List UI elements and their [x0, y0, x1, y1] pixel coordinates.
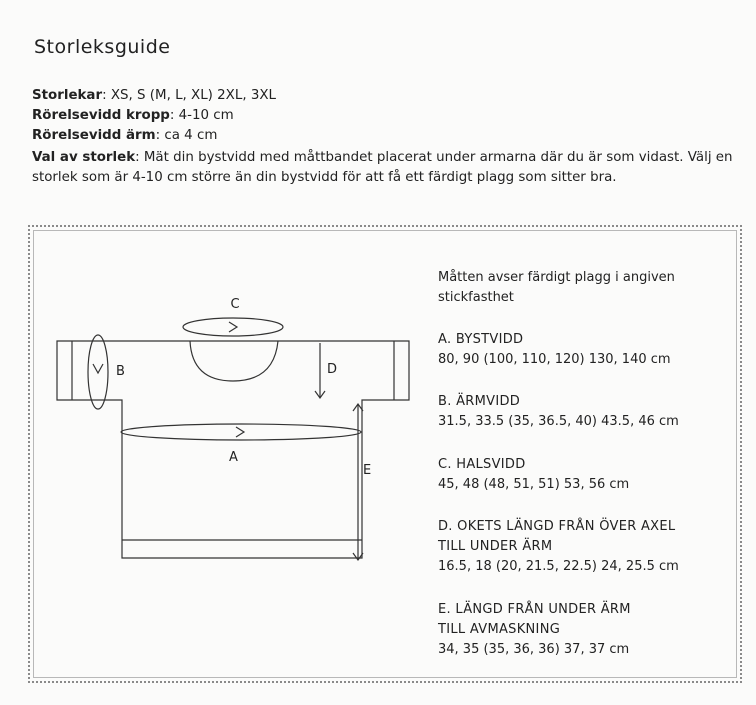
label-c: C [230, 297, 240, 312]
measurements-intro [438, 268, 728, 308]
intro-line-1: Måtten avser färdigt plagg i angiven [438, 270, 675, 285]
body-ease-label: Rörelsevidd kropp [32, 108, 170, 123]
sleeve-measure-arrow [88, 335, 108, 409]
measure-c-values: 45, 48 (48, 51, 51) 53, 56 cm [438, 477, 630, 492]
measure-c [438, 455, 629, 495]
measure-d-heading: D. OKETS LÄNGD FRÅN ÖVER AXEL [438, 519, 676, 534]
page-title: Storleksguide [34, 36, 171, 58]
measure-d-values: 16.5, 18 (20, 21.5, 22.5) 24, 25.5 cm [438, 559, 679, 574]
size-choice-text-1: : Mät din bystvidd med måttbandet placerat under armarna där du är som vidast. Välj en [135, 150, 733, 165]
size-choice-label: Val av storlek [32, 150, 136, 165]
measure-a [438, 330, 671, 370]
size-choice-text-2: storlek som är 4-10 cm större än din bystvidd för att få ett färdigt plagg som sitter bra. [32, 170, 617, 185]
measure-b [438, 392, 679, 432]
yoke-length-arrow [315, 343, 325, 398]
neck-measure-arrow [183, 318, 283, 336]
measure-e-heading: E. LÄNGD FRÅN UNDER ÄRM [438, 602, 631, 617]
measure-c-heading: C. HALSVIDD [438, 457, 526, 472]
measure-b-heading: B. ÄRMVIDD [438, 394, 521, 409]
measure-d [438, 517, 679, 577]
measure-e [438, 600, 631, 660]
label-a: A [229, 450, 238, 465]
sleeve-ease-value: : ca 4 cm [155, 128, 218, 143]
label-d: D [327, 362, 338, 377]
measure-e-values: 34, 35 (35, 36, 36) 37, 37 cm [438, 642, 630, 657]
body-ease-value: : 4-10 cm [169, 108, 234, 123]
measure-a-heading: A. BYSTVIDD [438, 332, 524, 347]
measure-a-values: 80, 90 (100, 110, 120) 130, 140 cm [438, 352, 671, 367]
label-b: B [116, 364, 125, 379]
sleeve-ease-label: Rörelsevidd ärm [32, 128, 156, 143]
bust-measure-arrow [121, 424, 361, 440]
sizes-label: Storlekar [32, 88, 103, 103]
measure-d-heading-2: TILL UNDER ÄRM [438, 539, 553, 554]
label-e: E [363, 463, 372, 478]
measure-b-values: 31.5, 33.5 (35, 36.5, 40) 43.5, 46 cm [438, 414, 679, 429]
intro-line-2: stickfasthet [438, 290, 514, 305]
sizes-value: : XS, S (M, L, XL) 2XL, 3XL [102, 88, 276, 103]
measure-e-heading-2: TILL AVMASKNING [438, 622, 561, 637]
